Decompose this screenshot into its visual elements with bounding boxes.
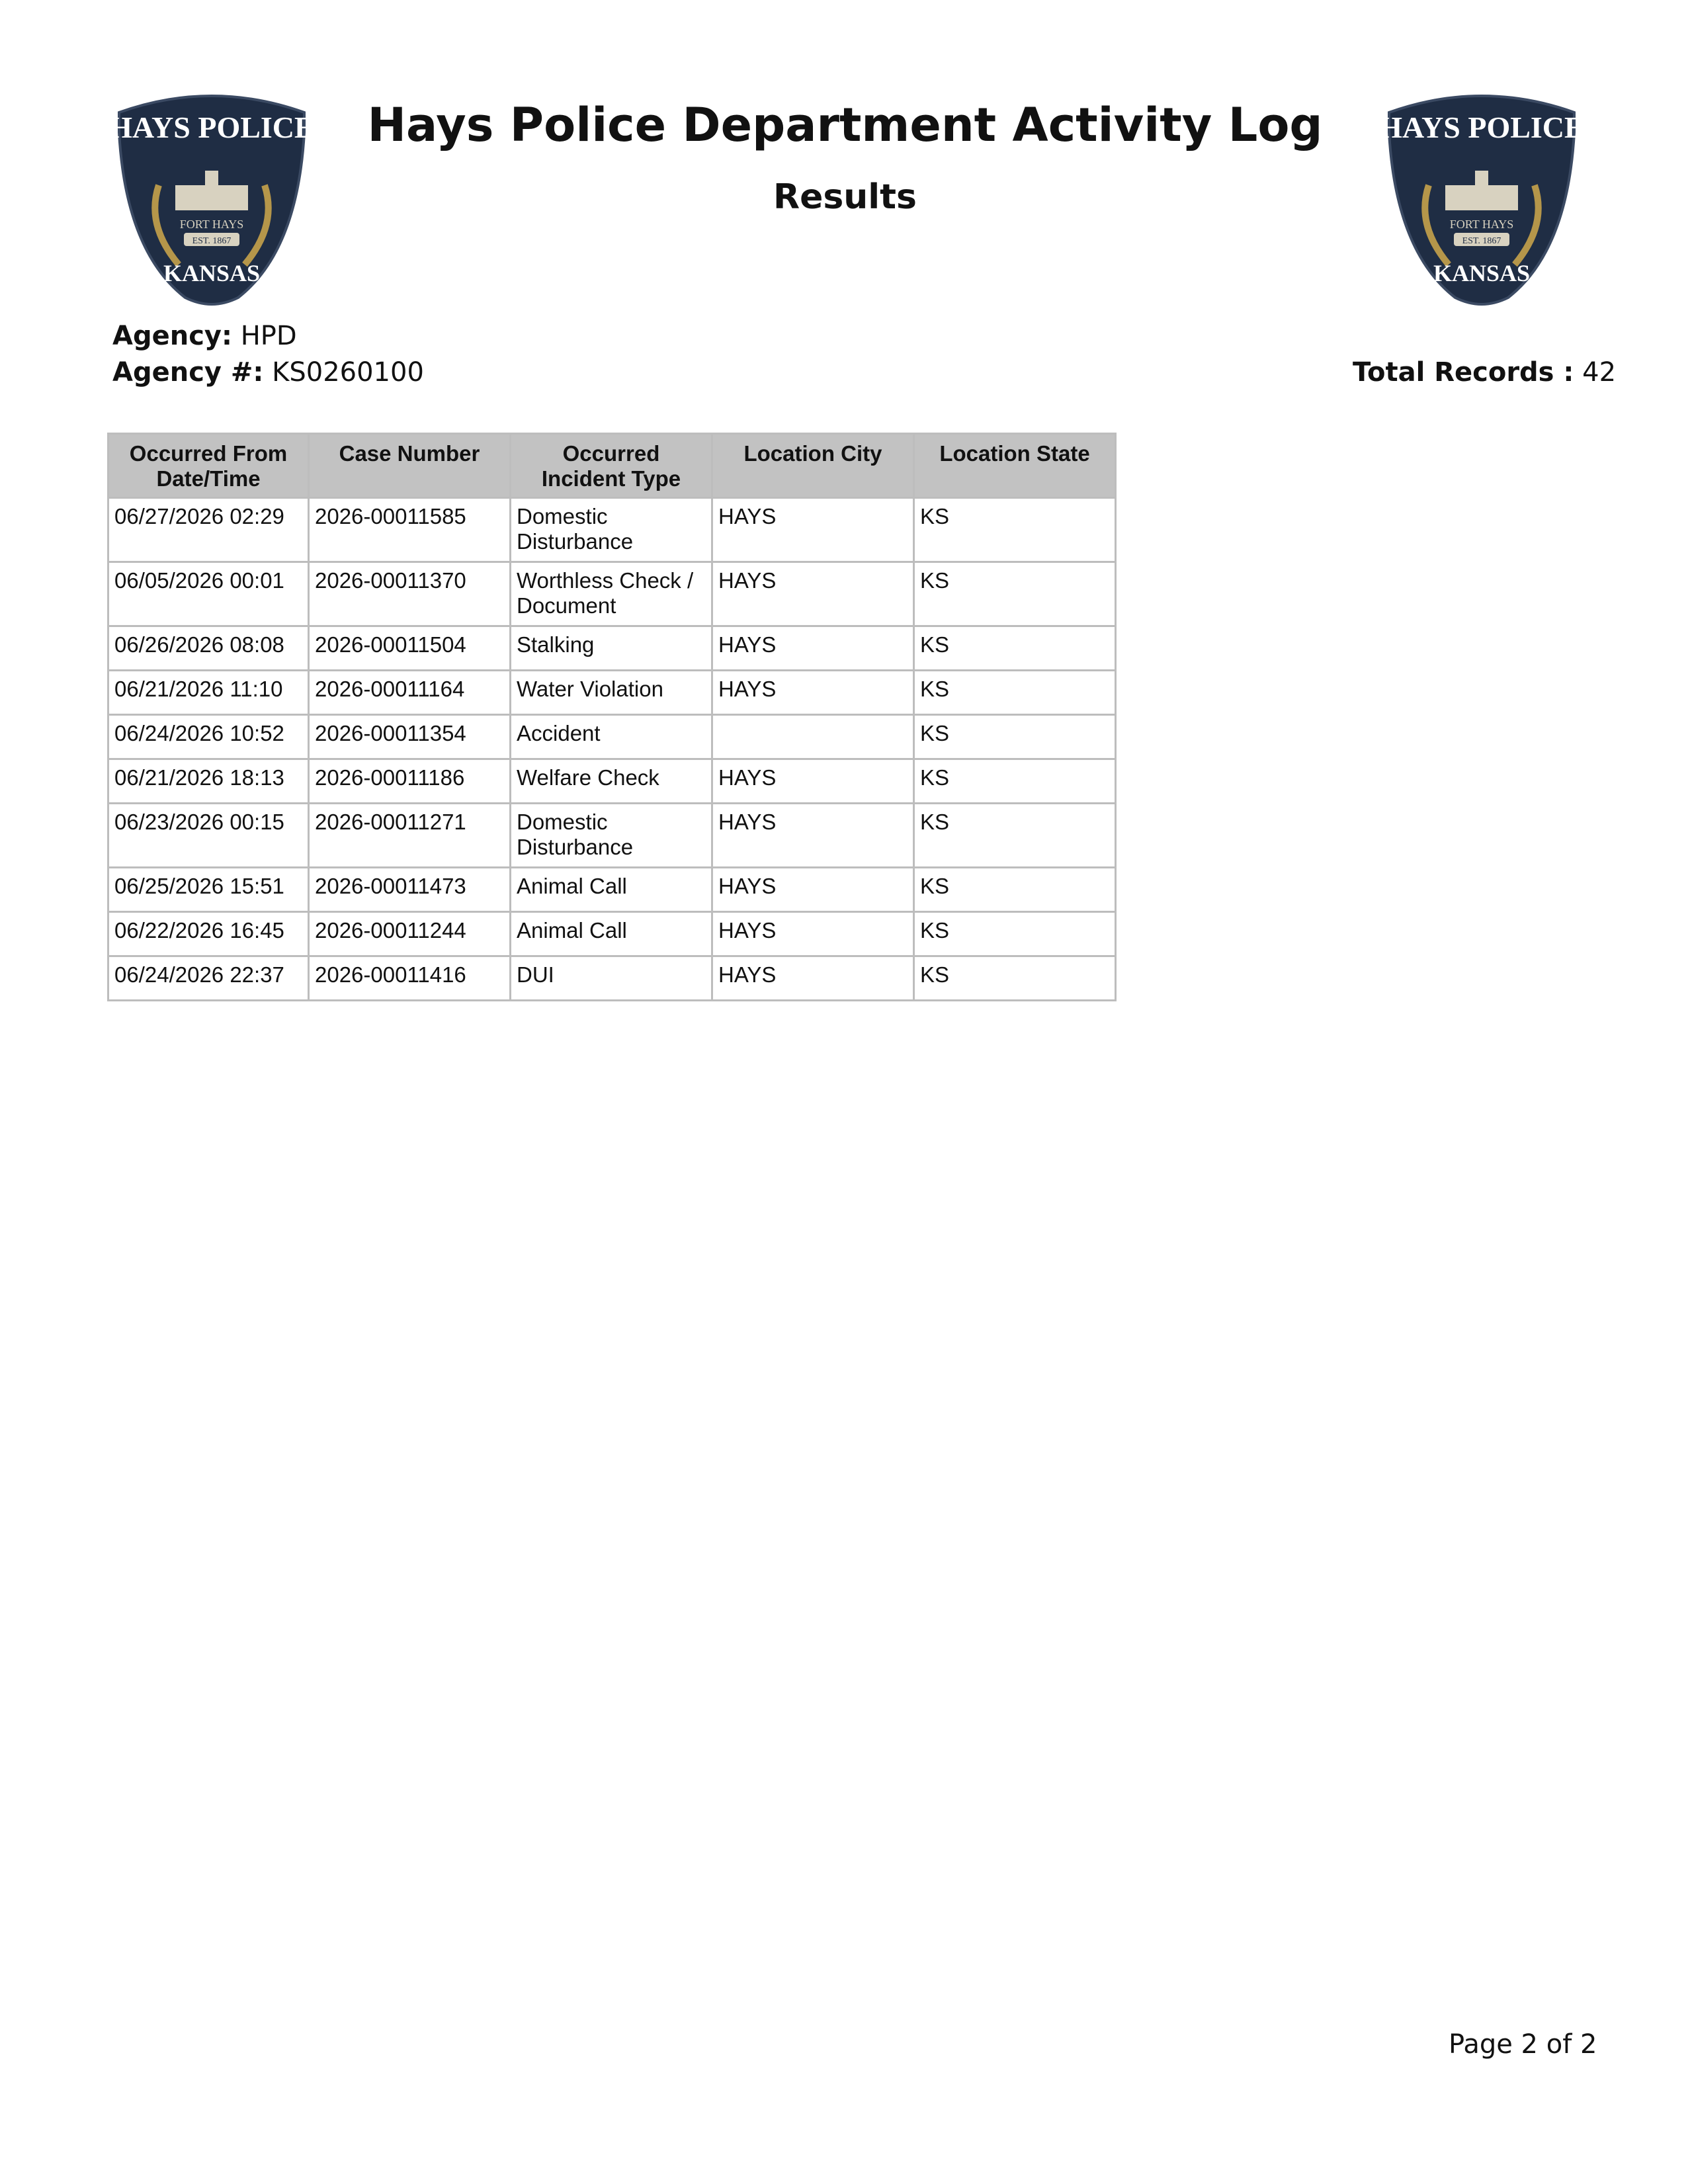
cell-date-time: 06/21/2026 11:10	[108, 671, 309, 715]
column-header-location-state: Location State	[914, 434, 1116, 498]
badge-middle-text: FORT HAYS	[179, 218, 244, 231]
agency-number-label: Agency #:	[112, 357, 264, 388]
table-row	[108, 912, 1116, 956]
page-number: Page 2 of 2	[1449, 2029, 1597, 2060]
cell-location-city: HAYS	[712, 804, 914, 868]
agency-label: Agency:	[112, 321, 232, 351]
cell-location-city: HAYS	[712, 956, 914, 1001]
total-records-label: Total Records :	[1353, 357, 1574, 388]
table-row	[108, 626, 1116, 671]
cell-location-state: KS	[914, 804, 1116, 868]
badge-middle-text: FORT HAYS	[1449, 218, 1514, 231]
page-subtitle: Results	[773, 177, 917, 217]
cell-date-time: 06/21/2026 18:13	[108, 759, 309, 804]
page-title: Hays Police Department Activity Log	[367, 98, 1323, 152]
column-header-date-time: Occurred From Date/Time	[108, 434, 309, 498]
cell-case-number: 2026-00011585	[309, 498, 511, 562]
cell-incident-type: Stalking	[511, 626, 712, 671]
badge-top-text: HAYS POLICE	[1378, 110, 1585, 144]
cell-incident-type: DUI	[511, 956, 712, 1001]
cell-incident-type: Domestic Disturbance	[511, 498, 712, 562]
cell-location-city: HAYS	[712, 671, 914, 715]
cell-date-time: 06/24/2026 10:52	[108, 715, 309, 759]
cell-incident-type: Worthless Check / Document	[511, 562, 712, 626]
cell-incident-type: Welfare Check	[511, 759, 712, 804]
badge-top-text: HAYS POLICE	[108, 110, 315, 144]
cell-incident-type: Animal Call	[511, 868, 712, 912]
cell-location-city: HAYS	[712, 562, 914, 626]
cell-case-number: 2026-00011186	[309, 759, 511, 804]
table-row	[108, 759, 1116, 804]
cell-incident-type: Accident	[511, 715, 712, 759]
total-records-value: 42	[1574, 357, 1617, 388]
cell-location-state: KS	[914, 715, 1116, 759]
column-header-incident-type: Occurred Incident Type	[511, 434, 712, 498]
table-row	[108, 868, 1116, 912]
agency-number-value: KS0260100	[263, 357, 424, 388]
cell-incident-type: Water Violation	[511, 671, 712, 715]
table-row	[108, 804, 1116, 868]
total-records-line	[1353, 357, 1616, 388]
badge-est-text: EST. 1867	[192, 236, 232, 246]
table-row	[108, 956, 1116, 1001]
cell-date-time: 06/27/2026 02:29	[108, 498, 309, 562]
cell-location-city: HAYS	[712, 868, 914, 912]
table-header-row	[108, 434, 1116, 498]
column-header-location-city: Location City	[712, 434, 914, 498]
cell-date-time: 06/23/2026 00:15	[108, 804, 309, 868]
cell-case-number: 2026-00011354	[309, 715, 511, 759]
cell-case-number: 2026-00011370	[309, 562, 511, 626]
badge-bottom-text: KANSAS	[1433, 260, 1531, 286]
cell-location-city: HAYS	[712, 498, 914, 562]
cell-date-time: 06/22/2026 16:45	[108, 912, 309, 956]
cell-location-city: HAYS	[712, 759, 914, 804]
cell-case-number: 2026-00011244	[309, 912, 511, 956]
cell-location-city	[712, 715, 914, 759]
cell-case-number: 2026-00011504	[309, 626, 511, 671]
agency-value: HPD	[232, 321, 297, 351]
cell-incident-type: Animal Call	[511, 912, 712, 956]
cell-date-time: 06/24/2026 22:37	[108, 956, 309, 1001]
table-row	[108, 562, 1116, 626]
cell-case-number: 2026-00011271	[309, 804, 511, 868]
cell-case-number: 2026-00011473	[309, 868, 511, 912]
cell-location-city: HAYS	[712, 626, 914, 671]
badge-est-text: EST. 1867	[1462, 236, 1501, 246]
column-header-case-number: Case Number	[309, 434, 511, 498]
table-row	[108, 498, 1116, 562]
cell-location-state: KS	[914, 956, 1116, 1001]
cell-case-number: 2026-00011416	[309, 956, 511, 1001]
badge-bottom-text: KANSAS	[163, 260, 261, 286]
cell-location-city: HAYS	[712, 912, 914, 956]
cell-location-state: KS	[914, 498, 1116, 562]
cell-date-time: 06/25/2026 15:51	[108, 868, 309, 912]
cell-incident-type: Domestic Disturbance	[511, 804, 712, 868]
activity-log-table	[107, 433, 1117, 1001]
cell-case-number: 2026-00011164	[309, 671, 511, 715]
cell-location-state: KS	[914, 562, 1116, 626]
cell-location-state: KS	[914, 671, 1116, 715]
cell-date-time: 06/05/2026 00:01	[108, 562, 309, 626]
agency-line	[112, 321, 297, 351]
cell-location-state: KS	[914, 759, 1116, 804]
cell-location-state: KS	[914, 626, 1116, 671]
cell-location-state: KS	[914, 868, 1116, 912]
cell-date-time: 06/26/2026 08:08	[108, 626, 309, 671]
cell-location-state: KS	[914, 912, 1116, 956]
agency-number-line	[112, 357, 424, 388]
table-row	[108, 671, 1116, 715]
table-row	[108, 715, 1116, 759]
